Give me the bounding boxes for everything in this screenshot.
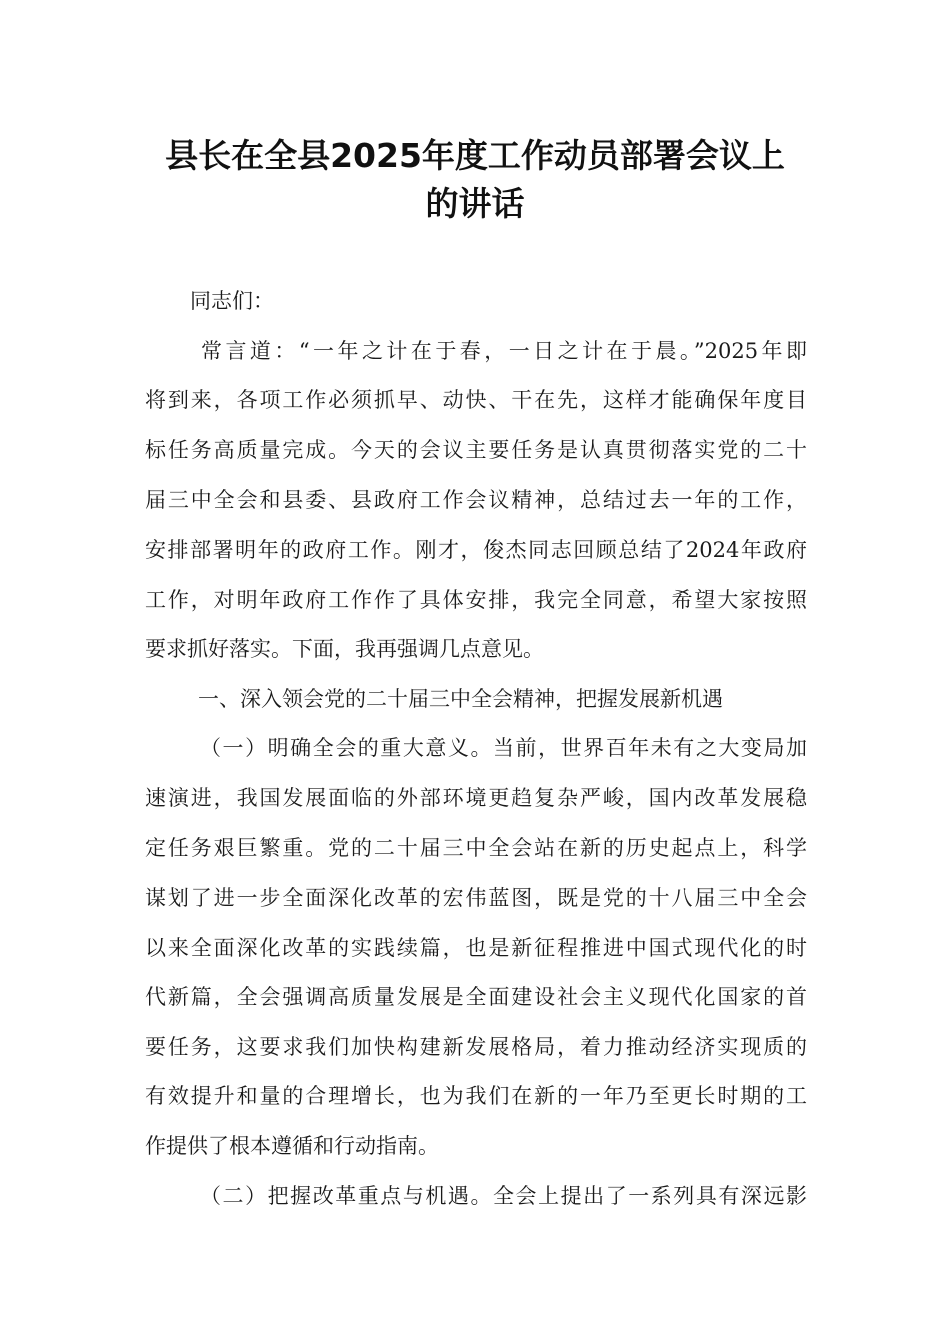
paragraph-line: 安排部署明年的政府工作。刚才，俊杰同志回顾总结了2024年政府 — [145, 538, 807, 562]
paragraph-line: 定任务艰巨繁重。党的二十届三中全会站在新的历史起点上，科学 — [145, 836, 807, 860]
paragraph-line: （二）把握改革重点与机遇。全会上提出了一系列具有深远影 — [200, 1184, 807, 1208]
paragraph-line: 谋划了进一步全面深化改革的宏伟蓝图，既是党的十八届三中全会 — [145, 886, 807, 910]
paragraph-line: 速演进，我国发展面临的外部环境更趋复杂严峻，国内改革发展稳 — [145, 786, 807, 810]
paragraph-line: （一）明确全会的重大意义。当前，世界百年未有之大变局加 — [200, 736, 807, 760]
paragraph-line: 工作，对明年政府工作作了具体安排，我完全同意，希望大家按照 — [145, 588, 807, 612]
paragraph-line: 作提供了根本遵循和行动指南。 — [145, 1134, 439, 1158]
paragraph-line: 要任务，这要求我们加快构建新发展格局，着力推动经济实现质的 — [145, 1035, 807, 1059]
paragraph-line: 届三中全会和县委、县政府工作会议精神，总结过去一年的工作， — [145, 488, 807, 512]
paragraph-line: 将到来，各项工作必须抓早、动快、干在先，这样才能确保年度目 — [145, 388, 807, 412]
paragraph-line: 有效提升和量的合理增长，也为我们在新的一年乃至更长时期的工 — [145, 1084, 807, 1108]
section-heading: 一、深入领会党的二十届三中全会精神，把握发展新机遇 — [198, 687, 723, 711]
paragraph-line: 常言道：“一年之计在于春，一日之计在于晨。”2025年即 — [201, 339, 807, 363]
document-title-line-1: 县长在全县2025年度工作动员部署会议上 — [165, 136, 785, 175]
salutation: 同志们： — [190, 289, 274, 313]
paragraph-line: 以来全面深化改革的实践续篇，也是新征程推进中国式现代化的时 — [145, 936, 807, 960]
paragraph-line: 代新篇，全会强调高质量发展是全面建设社会主义现代化国家的首 — [145, 985, 807, 1009]
document-title-line-2: 的讲话 — [425, 184, 525, 223]
paragraph-line: 标任务高质量完成。今天的会议主要任务是认真贯彻落实党的二十 — [145, 438, 807, 462]
paragraph-line: 要求抓好落实。下面，我再强调几点意见。 — [145, 637, 544, 661]
